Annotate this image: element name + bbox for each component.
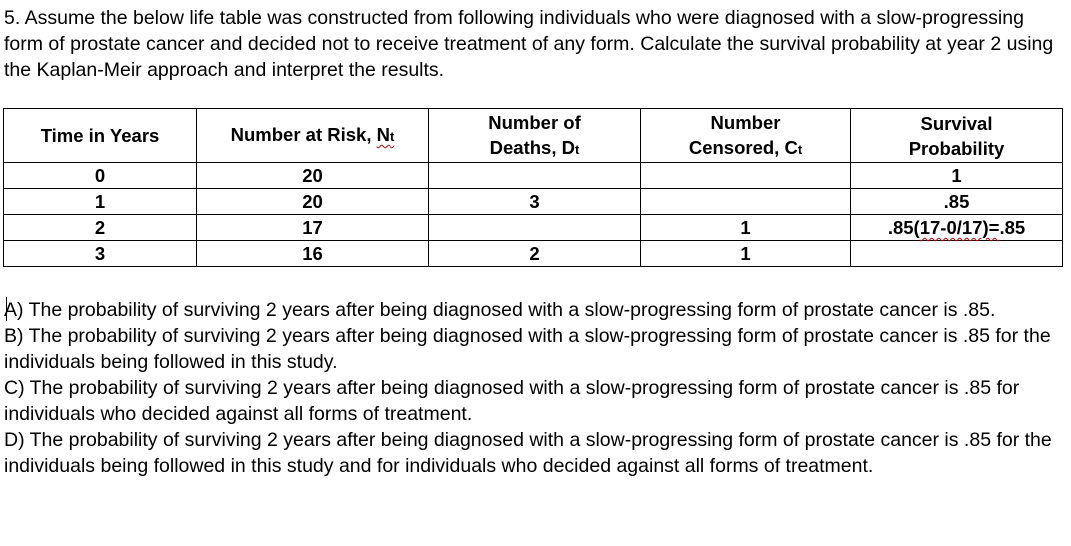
header-survival-line1: Survival [920, 112, 993, 134]
life-table [3, 108, 1063, 267]
cell-time: 0 [4, 163, 197, 189]
cell-deaths [429, 215, 641, 241]
cell-deaths [429, 163, 641, 189]
table-row [4, 189, 1063, 215]
header-number-at-risk [197, 109, 429, 163]
option-d[interactable]: D) The probability of surviving 2 years after being diagnosed with a slow-progressing form of prostate cancer is .85 for the individuals being followed in this study and for individuals who decided against all forms of treatment. [4, 429, 1052, 477]
question-text: 5. Assume the below life table was constructed from following individuals who were diagnosed with a slow-progressing form of prostate cancer and decided not to receive treatment of any form. Calculate the survival probability at year 2 using the Kaplan-Meir approach and interpret the results. [4, 7, 1054, 81]
cell-time: 2 [4, 215, 197, 241]
cell-at-risk: 20 [197, 189, 429, 215]
header-deaths-sub: t [574, 141, 580, 157]
cell-survival [851, 241, 1063, 267]
header-risk-symbol: Nt [376, 124, 395, 145]
header-time-label: Time in Years [40, 125, 160, 146]
header-censored-line2: Censored, C [688, 136, 798, 158]
cell-deaths: 2 [429, 241, 641, 267]
cell-censored: 1 [641, 241, 851, 267]
answer-options [4, 297, 1064, 479]
header-time-in-years [4, 109, 197, 163]
header-number-of-deaths [429, 109, 641, 163]
option-b[interactable]: B) The probability of surviving 2 years after being diagnosed with a slow-progressing form of prostate cancer is .85 for the individuals being followed in this study. [4, 325, 1051, 373]
cell-survival: .85(17-0/17)=.85 [851, 215, 1063, 241]
cell-time: 1 [4, 189, 197, 215]
table-row [4, 163, 1063, 189]
option-a[interactable]: A) The probability of surviving 2 years after being diagnosed with a slow-progressing form of prostate cancer is .85. [4, 299, 996, 321]
cell-survival: 1 [851, 163, 1063, 189]
cell-survival: .85 [851, 189, 1063, 215]
header-censored-line1: Number [710, 111, 781, 133]
cell-censored [641, 163, 851, 189]
header-risk-label: Number at Risk, [230, 124, 377, 145]
header-survival-line2: Probability [908, 137, 1005, 159]
header-deaths-line2: Deaths, D [489, 136, 575, 158]
cell-deaths: 3 [429, 189, 641, 215]
header-survival-probability [851, 109, 1063, 163]
table-row [4, 241, 1063, 267]
cell-at-risk: 16 [197, 241, 429, 267]
option-c[interactable]: C) The probability of surviving 2 years after being diagnosed with a slow-progressing form of prostate cancer is .85 for individuals who decided against all forms of treatment. [4, 377, 1020, 425]
header-number-censored [641, 109, 851, 163]
header-deaths-line1: Number of [488, 111, 581, 133]
table-header-row [4, 109, 1063, 163]
cell-censored [641, 189, 851, 215]
header-censored-sub: t [797, 141, 803, 157]
table-row [4, 215, 1063, 241]
cell-at-risk: 20 [197, 163, 429, 189]
cell-at-risk: 17 [197, 215, 429, 241]
cell-time: 3 [4, 241, 197, 267]
cell-censored: 1 [641, 215, 851, 241]
